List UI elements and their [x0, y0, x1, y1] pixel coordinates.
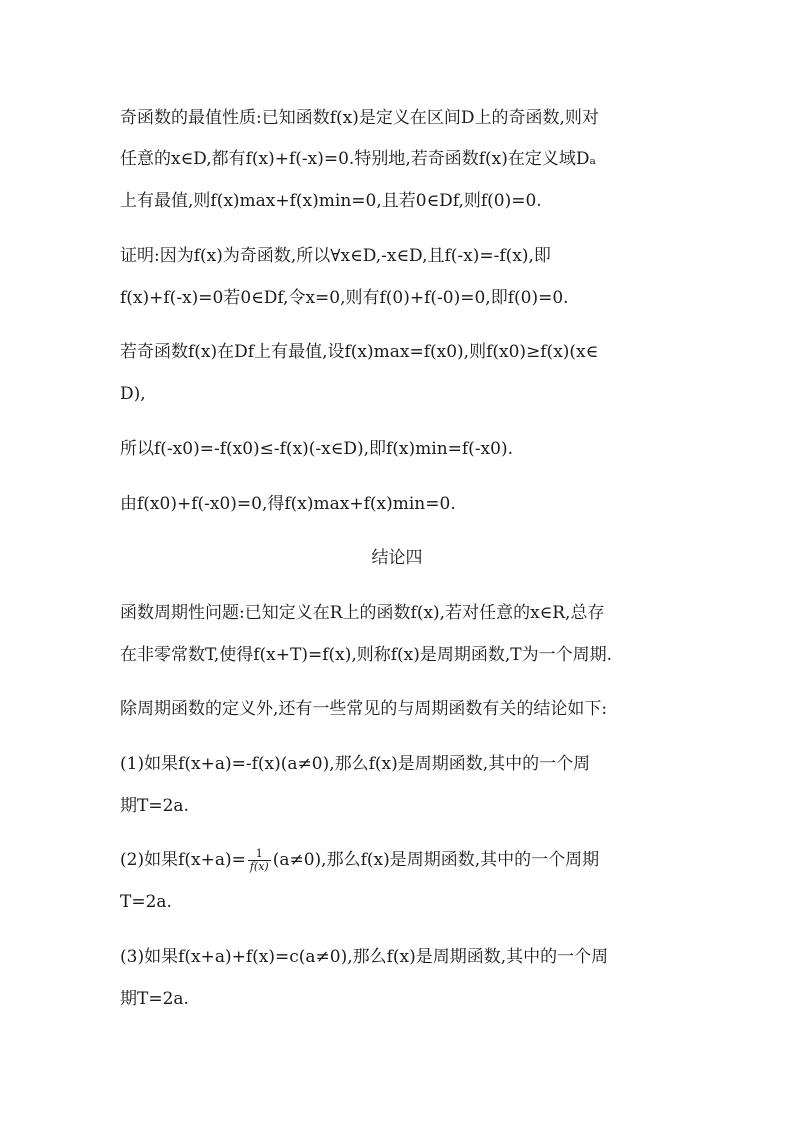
fraction-numerator: 1 [248, 848, 271, 861]
fraction [248, 848, 271, 873]
text-segment: (a≠0),那么f(x)是周期函数,其中的一个周期 [272, 850, 600, 870]
text-line: 证明:因为f(x)为奇函数,所以∀x∈D,-x∈D,且f(-x)=-f(x),即 [120, 246, 551, 266]
text-line: (1)如果f(x+a)=-f(x)(a≠0),那么f(x)是周期函数,其中的一个周 [120, 754, 591, 774]
text-segment: (2)如果f(x+a)= [120, 850, 246, 870]
section-heading: 结论四 [371, 548, 423, 568]
text-line: 任意的x∈D,都有f(x)+f(-x)=0.特别地,若奇函数f(x)在定义域Dₐ [120, 149, 597, 169]
text-line: 除周期函数的定义外,还有一些常见的与周期函数有关的结论如下: [120, 699, 608, 719]
text-line: 在非零常数T,使得f(x+T)=f(x),则称f(x)是周期函数,T为一个周期. [120, 645, 613, 665]
text-line: 由f(x0)+f(-x0)=0,得f(x)max+f(x)min=0. [120, 494, 456, 514]
text-line: 若奇函数f(x)在Df上有最值,设f(x)max=f(x0),则f(x0)≥f(x)(x∈ [120, 342, 599, 362]
text-line: 上有最值,则f(x)max+f(x)min=0,且若0∈Df,则f(0)=0. [120, 191, 542, 211]
text-line: f(x)+f(-x)=0若0∈Df,令x=0,则有f(0)+f(-0)=0,即f(0)=0. [120, 288, 569, 308]
text-line: D), [120, 384, 146, 404]
text-line: 期T=2a. [120, 989, 189, 1009]
text-line: 所以f(-x0)=-f(x0)≤-f(x)(-x∈D),即f(x)min=f(-x0). [120, 439, 514, 459]
text-line [120, 848, 599, 873]
text-line: T=2a. [120, 892, 172, 912]
text-line: 奇函数的最值性质:已知函数f(x)是定义在区间D上的奇函数,则对 [120, 108, 599, 128]
text-line: 函数周期性问题:已知定义在R上的函数f(x),若对任意的x∈R,总存 [120, 603, 605, 623]
fraction-denominator: f(x) [249, 860, 269, 873]
text-line: 期T=2a. [120, 796, 189, 816]
text-line: (3)如果f(x+a)+f(x)=c(a≠0),那么f(x)是周期函数,其中的一个周 [120, 947, 609, 967]
